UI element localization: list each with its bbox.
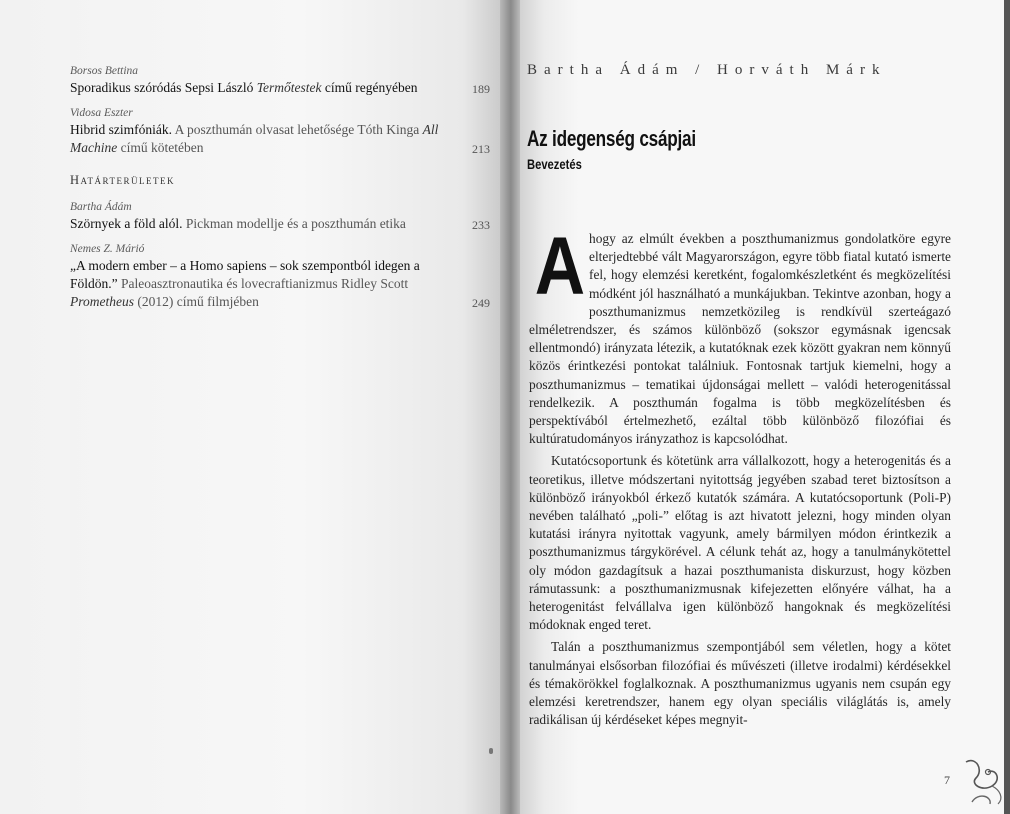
- toc-entry: [70, 242, 490, 311]
- toc-page-number: 233: [472, 218, 490, 232]
- toc-author: Bartha Ádám: [70, 201, 132, 213]
- chapter-title: Az idegenség csápjai: [527, 126, 696, 151]
- paragraph: Talán a poszthumanizmus szempontjából sem véletlen, hogy a kötet tanulmányai elsősorban filozófiai és művészeti (illetve irodalmi) kérdésekkel és témakörökkel foglalkoznak. A poszthumanizmus ugyanis nem csupán egy elemzési keretrendszer, hanem egy olyan speciális világlátás is, amely radikálisan új kérdéseket képes megnyit-: [529, 639, 951, 728]
- drop-cap: A: [534, 221, 586, 312]
- paragraph: Kutatócsoportunk és kötetünk arra vállalkozott, hogy a heterogenitás és a teoretikus, illetve módszertani nyitottság jegyében szabad teret biztosítson a különböző irányokból érkező kutatók számára. A kutatócsoportunk (Poli-P) nevében található „poli-” előtag is azt hivatott jelezni, hogy minden olyan kutatási irányra nyitottak vagyunk, amely bármilyen módon érintkezik a poszthumanizmus tárgykörével. A célunk tehát az, hogy a tanulmánykötettel oly módon gazdagítsuk a hazai poszthumanista diskurzust, hogy közben rámutassunk: a poszthumanizmusnak kifejezetten előnyére válhat, ha a heterogenitást felvállalva igen különböző hangoknak és megközelítési módoknak enged teret.: [529, 453, 951, 633]
- page-number: 7: [944, 773, 950, 787]
- toc-title: Hibrid szimfóniák. A poszthumán olvasat lehetősége Tóth Kinga All Machine című kötetében: [70, 122, 439, 155]
- toc-title: „A modern ember – a Homo sapiens – sok szempontból idegen a Földön.” Paleoasztronautika és lovecraftianizmus Ridley Scott Prometheus (2012) című filmjében: [70, 258, 420, 309]
- toc-title: Sporadikus szóródás Sepsi László Termőtestek című regényében: [70, 80, 418, 95]
- margin-mark: [489, 748, 493, 754]
- toc-author: Nemes Z. Márió: [70, 243, 145, 255]
- table-of-contents: [70, 64, 490, 320]
- toc-page-number: 249: [472, 296, 490, 310]
- toc-entry: [70, 106, 490, 157]
- toc-entry: [70, 64, 490, 97]
- toc-author: Borsos Bettina: [70, 65, 139, 77]
- toc-author: Vidosa Eszter: [70, 107, 133, 119]
- decorative-ornament: [962, 752, 1006, 808]
- toc-page-number: 189: [472, 82, 490, 96]
- toc-title: Szörnyek a föld alól. Pickman modellje és a poszthumán etika: [70, 216, 406, 231]
- toc-page-number: 213: [472, 142, 490, 156]
- chapter-authors: Bartha Ádám / Horváth Márk: [527, 62, 887, 78]
- toc-entry: [70, 200, 490, 233]
- toc-section-heading: Határterületek: [70, 173, 175, 187]
- left-page: [0, 0, 503, 814]
- chapter-body: [529, 221, 951, 729]
- paragraph: hogy az elmúlt években a poszthumanizmus gondolatköre egyre elterjedtebbé vált Magyarországon, egyre több fiatal kutató ismerte fel, hogy elemzési keretként, fogalomkészletként és megközelítési módként jól használható a munkájukban. Tekintve azonban, hogy a poszthumanizmus nemzetközileg is rendkívül szerteágazó elméletrendszer, és számos különböző (sokszor egymásnak igencsak ellentmondó) irányzata létezik, a kutatóknak ezek között gyakran nem könnyű közös érintkezési pontokat találniuk. Fontosnak tartjuk kiemelni, hogy a poszthumanizmus – tematikai újdonságai mellett – valódi heterogenitással rendelkezik. A poszthumán fogalma is több megközelítésben és perspektívából értelmezhető, ezáltal több különböző filozófiai és kultúratudományos irányzathoz is kapcsolódhat.: [529, 231, 951, 447]
- chapter-subtitle: Bevezetés: [527, 156, 582, 172]
- page-edge: [1004, 0, 1010, 814]
